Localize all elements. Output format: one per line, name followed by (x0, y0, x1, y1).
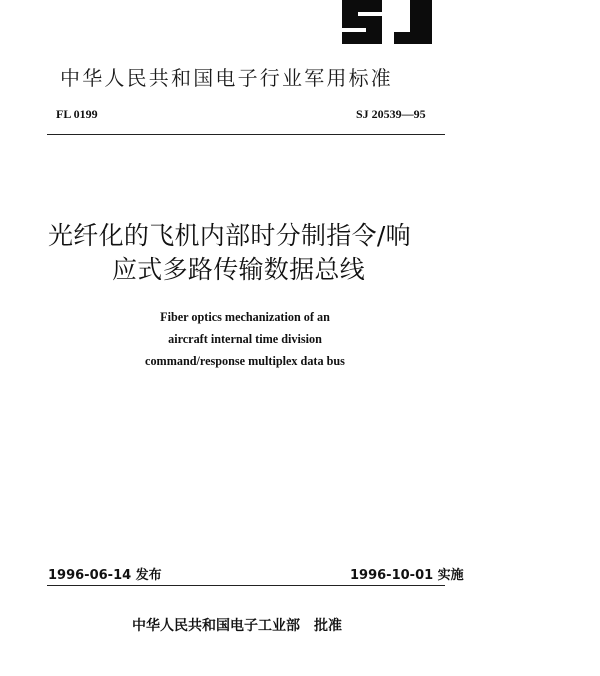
standard-number: SJ 20539—95 (356, 107, 426, 121)
footer-divider (47, 585, 445, 586)
chinese-title-line-1: 光纤化的飞机内部时分制指令/响 (48, 221, 411, 250)
header-divider (47, 134, 445, 135)
english-title (134, 306, 356, 372)
approval-label: 批准 (314, 618, 342, 634)
chinese-title-line-2: 应式多路传输数据总线 (112, 255, 366, 284)
issue-date: 1996-06-14 发布 (48, 568, 162, 583)
sj-logo (338, 0, 438, 52)
implementation-date: 1996-10-01 实施 (350, 568, 464, 583)
classification-code: FL 0199 (56, 107, 98, 121)
english-title-line: command/response multiplex data bus (145, 354, 345, 368)
standard-organization: 中华人民共和国电子行业军用标准 (60, 66, 393, 90)
english-title-line: aircraft internal time division (168, 332, 322, 346)
issuing-authority (132, 615, 342, 635)
sj-logo-graphic (338, 0, 438, 52)
issuer-name: 中华人民共和国电子工业部 (132, 618, 300, 634)
english-title-line: Fiber optics mechanization of an (160, 310, 330, 324)
